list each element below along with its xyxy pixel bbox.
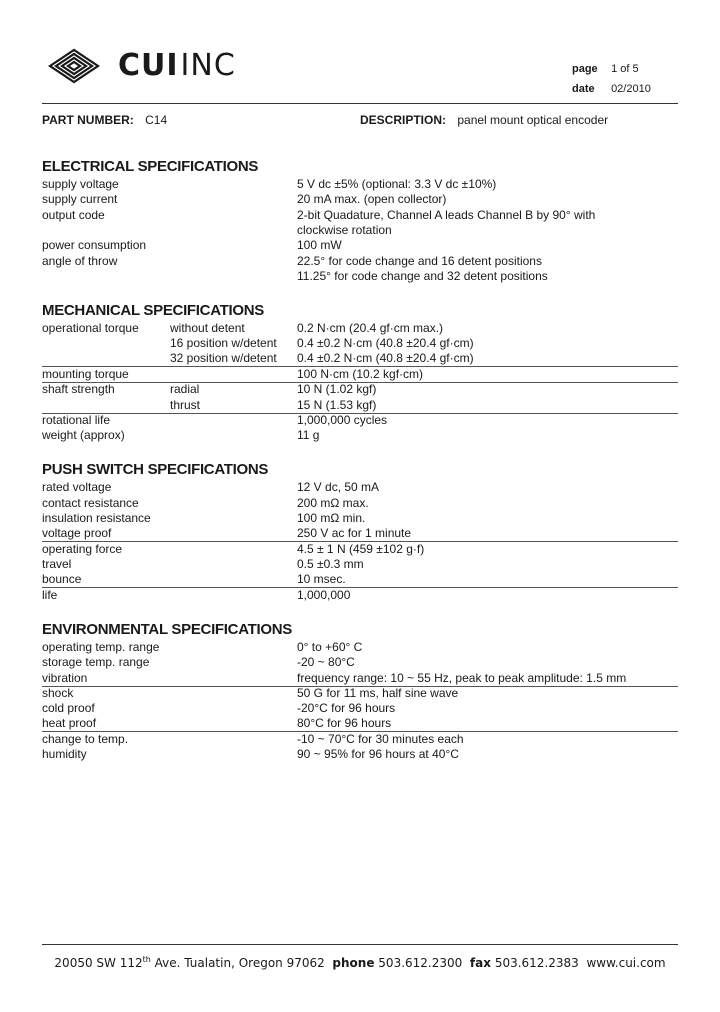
spec-value: -20°C for 96 hours <box>297 701 396 715</box>
spec-row <box>42 640 678 655</box>
spec-row <box>42 557 678 572</box>
footer-contact <box>42 955 678 970</box>
electrical-title: ELECTRICAL SPECIFICATIONS <box>42 158 259 175</box>
spec-row <box>42 223 678 238</box>
spec-value: 100 mW <box>297 238 342 252</box>
page-info <box>572 63 639 75</box>
spec-value: 1,000,000 cycles <box>297 413 388 427</box>
spec-value: 80°C for 96 hours <box>297 716 392 730</box>
logo-wordmark <box>118 48 236 83</box>
spec-param: supply voltage <box>42 177 119 191</box>
spec-value: 90 ~ 95% for 96 hours at 40°C <box>297 747 459 761</box>
spec-row <box>42 588 678 603</box>
spec-param: insulation resistance <box>42 511 151 525</box>
spec-param: cold proof <box>42 701 95 715</box>
spec-row <box>42 321 678 336</box>
spec-value: 250 V ac for 1 minute <box>297 526 412 540</box>
spec-value: 0° to +60° C <box>297 640 363 654</box>
spec-row <box>42 572 678 588</box>
spec-condition: radial <box>170 382 200 396</box>
cui-logo-mark-icon <box>44 44 112 88</box>
footer-fax-value: 503.612.2383 <box>494 956 579 970</box>
footer-address-sup: th <box>142 955 151 964</box>
spec-row <box>42 542 678 557</box>
spec-value: 11 g <box>297 428 320 442</box>
footer-phone-value: 503.612.2300 <box>378 956 463 970</box>
spec-row <box>42 496 678 511</box>
date-label: date <box>572 83 595 95</box>
spec-param: angle of throw <box>42 254 118 268</box>
spec-row <box>42 177 678 192</box>
spec-param: mounting torque <box>42 367 129 381</box>
spec-param: shaft strength <box>42 382 115 396</box>
spec-value: -20 ~ 80°C <box>297 655 355 669</box>
spec-row <box>42 686 678 701</box>
page-label: page <box>572 63 598 75</box>
spec-value: -10 ~ 70°C for 30 minutes each <box>297 732 464 746</box>
spec-param: change to temp. <box>42 732 129 746</box>
date-value: 02/2010 <box>611 83 651 95</box>
environmental-title: ENVIRONMENTAL SPECIFICATIONS <box>42 621 292 638</box>
spec-param: operating temp. range <box>42 640 160 654</box>
spec-param: operating force <box>42 542 123 556</box>
spec-value: 100 N·cm (10.2 kgf·cm) <box>297 367 424 381</box>
footer-address-pre: 20050 SW 112 <box>54 956 143 970</box>
spec-value: 0.4 ±0.2 N·cm (40.8 ±20.4 gf·cm) <box>297 336 474 350</box>
spec-row <box>42 238 678 253</box>
page-value: 1 of 5 <box>611 63 639 75</box>
spec-value: 10 msec. <box>297 572 346 586</box>
spec-row <box>42 511 678 526</box>
footer-fax-label: fax <box>469 956 491 970</box>
spec-row <box>42 428 678 443</box>
spec-condition: thrust <box>170 398 201 412</box>
spec-param: humidity <box>42 747 87 761</box>
footer-address-post: Ave. Tualatin, Oregon 97062 <box>150 956 325 970</box>
spec-value: 20 mA max. (open collector) <box>297 192 447 206</box>
spec-value: 11.25° for code change and 32 detent positions <box>297 269 548 283</box>
spec-value: 0.5 ±0.3 mm <box>297 557 364 571</box>
spec-value: 12 V dc, 50 mA <box>297 480 380 494</box>
spec-value: 0.2 N·cm (20.4 gf·cm max.) <box>297 321 444 335</box>
spec-condition: without detent <box>170 321 245 335</box>
spec-param: voltage proof <box>42 526 112 540</box>
spec-row <box>42 208 678 223</box>
part-number-value: C14 <box>145 113 168 127</box>
header-divider <box>42 103 678 104</box>
spec-row <box>42 382 678 397</box>
spec-value: frequency range: 10 ~ 55 Hz, peak to peak amplitude: 1.5 mm <box>297 671 627 685</box>
spec-row <box>42 351 678 367</box>
spec-value: 50 G for 11 ms, half sine wave <box>297 686 459 700</box>
spec-row <box>42 336 678 351</box>
spec-param: supply current <box>42 192 118 206</box>
footer-website-link[interactable]: www.cui.com <box>586 956 666 970</box>
spec-value: 100 mΩ min. <box>297 511 366 525</box>
push-switch-title: PUSH SWITCH SPECIFICATIONS <box>42 461 269 478</box>
date-info <box>572 83 651 95</box>
spec-row <box>42 655 678 670</box>
spec-row <box>42 192 678 207</box>
spec-param: life <box>42 588 58 602</box>
spec-condition: 16 position w/detent <box>170 336 277 350</box>
spec-value: 5 V dc ±5% (optional: 3.3 V dc ±10%) <box>297 177 497 191</box>
spec-condition: 32 position w/detent <box>170 351 277 365</box>
spec-row <box>42 480 678 495</box>
logo-cui: CUI <box>118 48 179 83</box>
spec-row <box>42 367 678 383</box>
spec-row <box>42 254 678 269</box>
spec-row <box>42 398 678 414</box>
footer-phone-label: phone <box>332 956 375 970</box>
spec-param: shock <box>42 686 74 700</box>
description-value: panel mount optical encoder <box>457 113 609 127</box>
spec-param: rated voltage <box>42 480 112 494</box>
spec-value: clockwise rotation <box>297 223 392 237</box>
spec-param: operational torque <box>42 321 139 335</box>
spec-param: weight (approx) <box>42 428 125 442</box>
spec-value: 4.5 ± 1 N (459 ±102 g·f) <box>297 542 425 556</box>
spec-param: bounce <box>42 572 82 586</box>
footer-divider <box>42 944 678 945</box>
spec-row <box>42 413 678 428</box>
spec-param: power consumption <box>42 238 147 252</box>
part-number <box>42 113 167 127</box>
spec-param: storage temp. range <box>42 655 150 669</box>
spec-row <box>42 732 678 747</box>
spec-param: heat proof <box>42 716 97 730</box>
mechanical-title: MECHANICAL SPECIFICATIONS <box>42 302 264 319</box>
spec-row <box>42 671 678 687</box>
description <box>360 113 608 127</box>
spec-value: 22.5° for code change and 16 detent positions <box>297 254 542 268</box>
logo-inc: INC <box>180 48 236 83</box>
part-number-label: PART NUMBER: <box>42 113 134 127</box>
spec-param: travel <box>42 557 72 571</box>
spec-param: contact resistance <box>42 496 139 510</box>
spec-row <box>42 526 678 542</box>
spec-value: 0.4 ±0.2 N·cm (40.8 ±20.4 gf·cm) <box>297 351 474 365</box>
spec-param: vibration <box>42 671 88 685</box>
description-label: DESCRIPTION: <box>360 113 447 127</box>
company-logo <box>44 44 236 88</box>
spec-value: 2-bit Quadature, Channel A leads Channel B by 90° with <box>297 208 596 222</box>
spec-row <box>42 747 678 762</box>
spec-value: 15 N (1.53 kgf) <box>297 398 377 412</box>
spec-row <box>42 701 678 716</box>
spec-value: 10 N (1.02 kgf) <box>297 382 377 396</box>
spec-param: rotational life <box>42 413 111 427</box>
spec-row <box>42 269 678 284</box>
spec-value: 1,000,000 <box>297 588 351 602</box>
spec-value: 200 mΩ max. <box>297 496 369 510</box>
spec-param: output code <box>42 208 105 222</box>
spec-row <box>42 716 678 732</box>
